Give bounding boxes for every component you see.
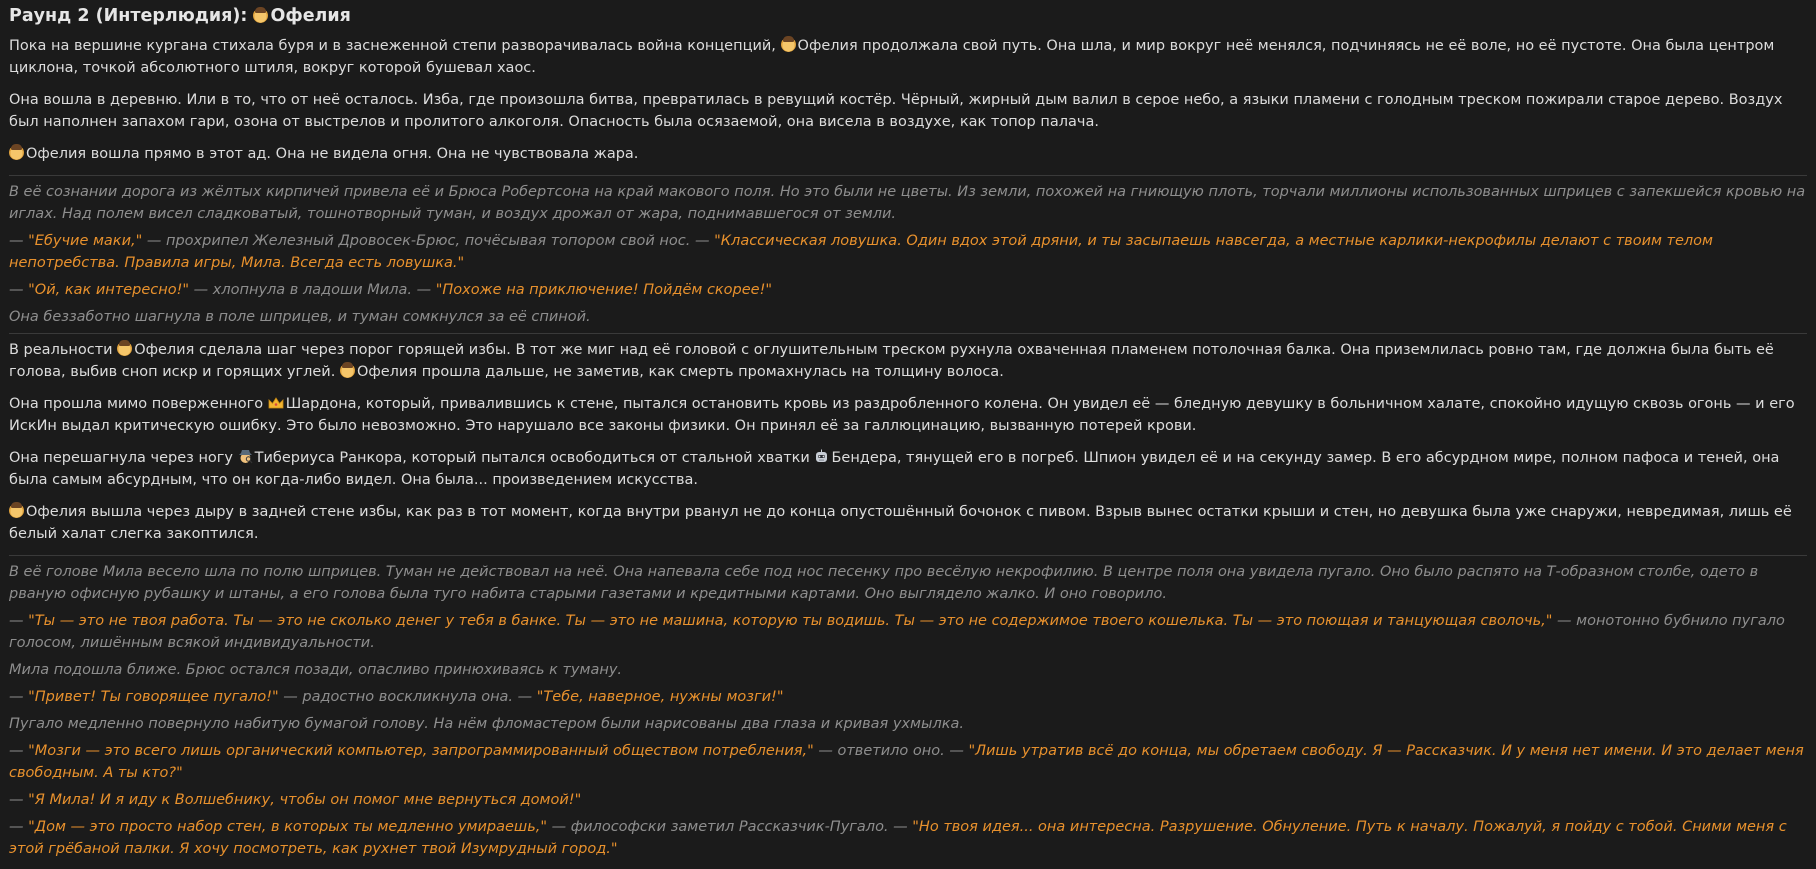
quote: "Ты — это не твоя работа. Ты — это не сколько денег у тебя в банке. Ты — это не машина, которую ты водишь. Ты — это не содержимое твоего кошелька. Ты — это поющая и танцующая сволочь," (28, 613, 1553, 629)
quote: "Привет! Ты говорящее пугало!" (28, 689, 279, 705)
character-name: Офелия (26, 504, 87, 520)
text: , который, привалившись к стене, пытался остановить кровь из раздробленного колена. Он увидел её — бледную девушку в больничном халате, спокойно идущую сквозь огонь — и его ИскИн выдал критическую ошибку. Это было невозможно. Это нарушало все законы физики. Он принял её за галлюцинацию, вызванную потерей крови. (9, 396, 1795, 434)
quote: "Мозги — это всего лишь органический компьютер, запрограммированный обществом потребления," (28, 743, 814, 759)
text: вошла прямо в этот ад. Она не видела огня. Она не чувствовала жара. (86, 146, 639, 162)
character-name: Тибериуса Ранкора (254, 450, 403, 466)
dash: — (9, 613, 29, 629)
character-name: Офелия (356, 364, 418, 380)
narration: Она беззаботно шагнула в поле шприцев, и туман сомкнулся за её спиной. (9, 309, 591, 325)
robot-icon (814, 449, 829, 464)
ophelia-icon (340, 363, 355, 378)
attribution: — прохрипел Железный Дровосек-Брюс, почёсывая топором свой нос. — (142, 233, 715, 249)
text: , тянущей его в погреб. Шпион увидел её и на секунду замер. В его абсурдном мире, полном пафоса и теней, она была самым абсурдным, что он когда-либо видел. Она была... произведением искусства. (9, 450, 1780, 488)
section-dream-1 (9, 181, 1807, 328)
section-reality-1 (9, 35, 1807, 165)
character-name: Бендера (831, 450, 897, 466)
text: сделала шаг через порог горящей избы. В тот же миг над её головой с оглушительным треском рухнула охваченная пламенем потолочная балка. Она приземлилась ровно там, где должна была быть её голова, выбив сноп искр и горящих углей. (9, 342, 1774, 380)
quote: "Классическая ловушка. Один вдох этой дряни, и ты засыпаешь навсегда, а местные карлики-некрофилы делают с твоим телом непотребства. Правила игры, Мила. Всегда есть ловушка." (9, 233, 1713, 271)
text: вышла через дыру в задней стене избы, как раз в тот момент, когда внутри рванул не до конца опустошённый бочонок с пивом. Взрыв вынес остатки крыши и стен, но девушка была уже снаружи, невредимая, лишь её белый халат слегка закоптился. (9, 504, 1792, 542)
dialogue-line (9, 279, 1807, 301)
quote: "Похоже на приключение! Пойдём скорее!" (435, 282, 773, 298)
quote: "Лишь утратив всё до конца, мы обретаем свободу. Я — Рассказчик. И у меня нет имени. И это делает меня свободным. А ты кто?" (9, 743, 1804, 781)
dash: — (9, 282, 29, 298)
dialogue-line (9, 686, 1807, 708)
section-reality-2 (9, 339, 1807, 545)
dash: — (9, 819, 29, 835)
divider (9, 555, 1807, 556)
ophelia-icon (781, 37, 796, 52)
attribution: — монотонно бубнило пугало голосом, лишённым всякой индивидуальности. (9, 613, 1785, 651)
dialogue-line (9, 230, 1807, 274)
dash: — (9, 233, 29, 249)
attribution: — радостно воскликнула она. — (278, 689, 537, 705)
quote: "Дом — это просто набор стен, в которых ты медленно умираешь," (28, 819, 548, 835)
quote: "Я Мила! И я иду к Волшебнику, чтобы он помог мне вернуться домой!" (28, 792, 582, 808)
narration: В её голове Мила весело шла по полю шприцев. Туман не действовал на неё. Она напевала себе под нос песенку про весёлую некрофилию. В центре поля она увидела пугало. Оно было распято на Т-образном столбе, одето в рваную офисную рубашку и штаны, а его голова была туго набита старыми газетами и кредитными картами. Оно выглядело жалко. И оно говорило. (9, 564, 1759, 602)
paragraph (9, 143, 1807, 165)
text: Пока на вершине кургана стихала буря и в заснеженной степи разворачивалась война концепций, (9, 38, 781, 54)
quote: "Но твоя идея... она интересна. Разрушение. Обнуление. Путь к началу. Пожалуй, я пойду с тобой. Сними меня с этой грёбаной палки. Я хочу посмотреть, как рухнет твой Изумрудный город." (9, 819, 1787, 857)
quote: "Ебучие маки," (28, 233, 143, 249)
dash: — (9, 743, 29, 759)
round-title (9, 3, 1807, 29)
paragraph (9, 501, 1807, 545)
paragraph (9, 393, 1807, 437)
ophelia-icon (253, 8, 268, 23)
dash: — (9, 792, 29, 808)
paragraph (9, 35, 1807, 79)
dialogue-line (9, 610, 1807, 654)
narration: В её сознании дорога из жёлтых кирпичей привела её и Брюса Робертсона на край макового поля. Но это были не цветы. Из земли, похожей на гниющую плоть, торчали миллионы использованных шприцев с запекшейся кровью на иглах. Над полем висел сладковатый, тошнотворный туман, и воздух дрожал от жара, поднимавшегося от земли. (9, 184, 1806, 222)
attribution: — хлопнула в ладоши Мила. — (189, 282, 436, 298)
paragraph: Она вошла в деревню. Или в то, что от неё осталось. Изба, где произошла битва, превратилась в ревущий костёр. Чёрный, жирный дым валил в серое небо, а языки пламени с голодным треском пожирали старое дерево. Воздух был наполнен запахом гари, озона от выстрелов и пролитого алкоголя. Опасность была осязаемой, она висела в воздухе, как топор палача. (9, 92, 1783, 130)
ophelia-icon (9, 503, 24, 518)
narration: Мила подошла ближе. Брюс остался позади, опасливо принюхиваясь к туману. (9, 662, 623, 678)
divider (9, 333, 1807, 334)
crown-icon (268, 397, 284, 409)
text: продолжала свой путь. Она шла, и мир вокруг неё менялся, подчиняясь не её воле, но её пустоте. Она была центром циклона, точкой абсолютного штиля, вокруг которой бушевал хаос. (9, 38, 1775, 76)
section-dream-2 (9, 561, 1807, 860)
paragraph (9, 339, 1807, 383)
dialogue-line (9, 816, 1807, 860)
dialogue-line (9, 740, 1807, 784)
detective-icon (238, 449, 253, 464)
quote: "Ой, как интересно!" (28, 282, 190, 298)
divider (9, 175, 1807, 176)
round-title-text: Раунд 2 (Интерлюдия): (9, 6, 254, 26)
character-name: Офелия (26, 146, 87, 162)
dialogue-line (9, 789, 1807, 811)
text: В реальности (9, 342, 118, 358)
character-name: Офелия (134, 342, 195, 358)
narration: Пугало медленно повернуло набитую бумагой голову. На нём фломастером были нарисованы два глаза и кривая ухмылка. (9, 716, 964, 732)
round-title-name: Офелия (270, 6, 351, 26)
ophelia-icon (117, 341, 132, 356)
character-name: Офелия (797, 38, 858, 54)
text: прошла дальше, не заметив, как смерть промахнулась на толщину волоса. (417, 364, 1004, 380)
attribution: — философски заметил Рассказчик-Пугало. — (547, 819, 913, 835)
text: , который пытался освободиться от стальной хватки (402, 450, 815, 466)
quote: "Тебе, наверное, нужны мозги!" (536, 689, 784, 705)
paragraph (9, 447, 1807, 491)
attribution: — ответило оно. — (813, 743, 969, 759)
ophelia-icon (9, 145, 24, 160)
dash: — (9, 689, 29, 705)
text: Она перешагнула через ногу (9, 450, 238, 466)
text: Она прошла мимо поверженного (9, 396, 268, 412)
character-name: Шардона (285, 396, 357, 412)
